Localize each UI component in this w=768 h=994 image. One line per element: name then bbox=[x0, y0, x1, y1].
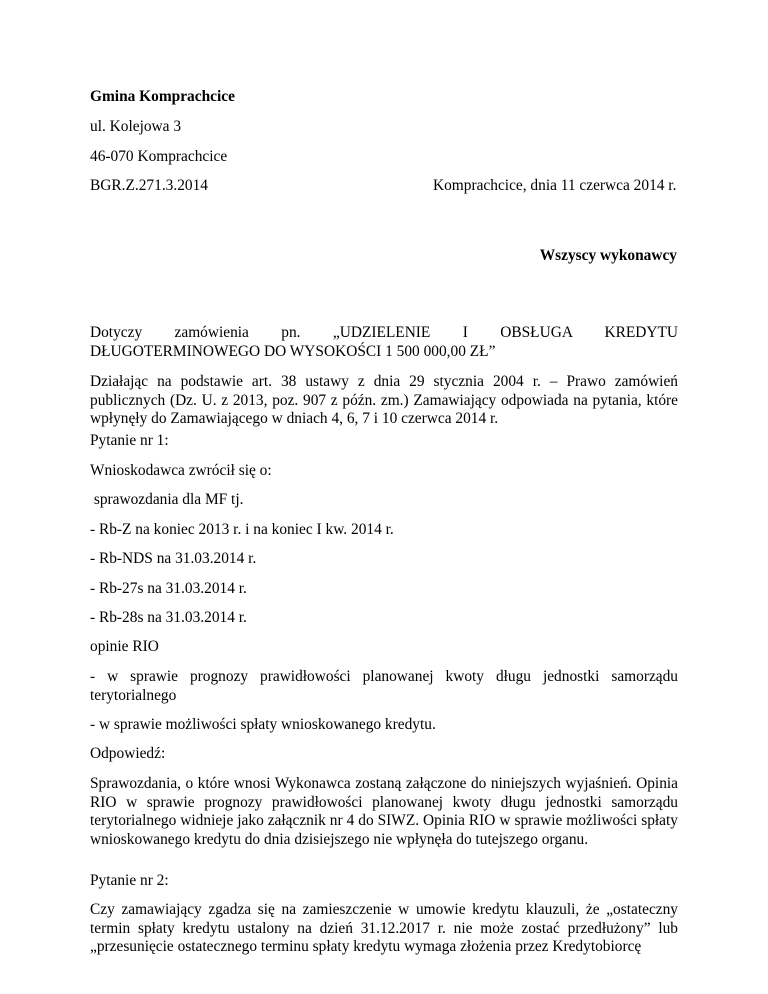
subject-line-1: Dotyczy zamówienia pn. „UDZIELENIE I OBSŁUGA KREDYTU bbox=[90, 324, 678, 341]
reference-number: BGR.Z.271.3.2014 bbox=[90, 177, 208, 194]
rio-heading: opinie RIO bbox=[90, 638, 159, 655]
question-1-lead: Wnioskodawca zwrócił się o: bbox=[90, 462, 272, 479]
question-2-heading: Pytanie nr 2: bbox=[90, 872, 169, 889]
report-item: - Rb-Z na koniec 2013 r. i na koniec I kw. 2014 r. bbox=[90, 521, 394, 538]
intro-paragraph: Działając na podstawie art. 38 ustawy z dnia 29 stycznia 2004 r. – Prawo zamówień publicznych (Dz. U. z 2013, poz. 907 z późn. zm.) Zamawiający odpowiada na pytania, które wpłynęły do Zamawiającego w dniach 4, 6, 7 i 10 czerwca 2014 r. bbox=[90, 373, 678, 428]
place-date: Komprachcice, dnia 11 czerwca 2014 r. bbox=[433, 177, 677, 194]
street-address: ul. Kolejowa 3 bbox=[90, 118, 182, 135]
addressee: Wszyscy wykonawcy bbox=[539, 247, 677, 264]
municipality-name: Gmina Komprachcice bbox=[90, 88, 235, 105]
report-item: - Rb-27s na 31.03.2014 r. bbox=[90, 580, 247, 597]
question-2-text: Czy zamawiający zgadza się na zamieszczenie w umowie kredytu klauzuli, że „ostateczny termin spłaty kredytu ustalony na dzień 31.12.2017 r. nie może zostać przedłużony” lub „przesunięcie ostatecznego terminu spłaty kredytu wymaga złożenia przez Kredytobiorcę bbox=[90, 901, 678, 956]
answer-heading: Odpowiedź: bbox=[90, 745, 166, 762]
answer-paragraph: Sprawozdania, o które wnosi Wykonawca zostaną załączone do niniejszych wyjaśnień. Opinia RIO w sprawie prognozy prawidłowości planowanej kwoty długu jednostki samorządu terytorialnego widnieje jako załącznik nr 4 do SIWZ. Opinia RIO w sprawie możliwości spłaty wnioskowanego kredytu do dnia dzisiejszego nie wpłynęła do tutejszego organu. bbox=[90, 775, 678, 848]
question-1-heading: Pytanie nr 1: bbox=[90, 432, 169, 449]
reports-heading: sprawozdania dla MF tj. bbox=[90, 491, 244, 508]
rio-item-forecast: - w sprawie prognozy prawidłowości planowanej kwoty długu jednostki samorządu terytorialnego bbox=[90, 668, 678, 704]
rio-item-repayment: - w sprawie możliwości spłaty wnioskowanego kredytu. bbox=[90, 716, 436, 733]
subject-line-2: DŁUGOTERMINOWEGO DO WYSOKOŚCI 1 500 000,00 ZŁ” bbox=[90, 343, 496, 360]
report-item: - Rb-28s na 31.03.2014 r. bbox=[90, 609, 247, 626]
postal-city: 46-070 Komprachcice bbox=[90, 148, 228, 165]
report-item: - Rb-NDS na 31.03.2014 r. bbox=[90, 550, 257, 567]
